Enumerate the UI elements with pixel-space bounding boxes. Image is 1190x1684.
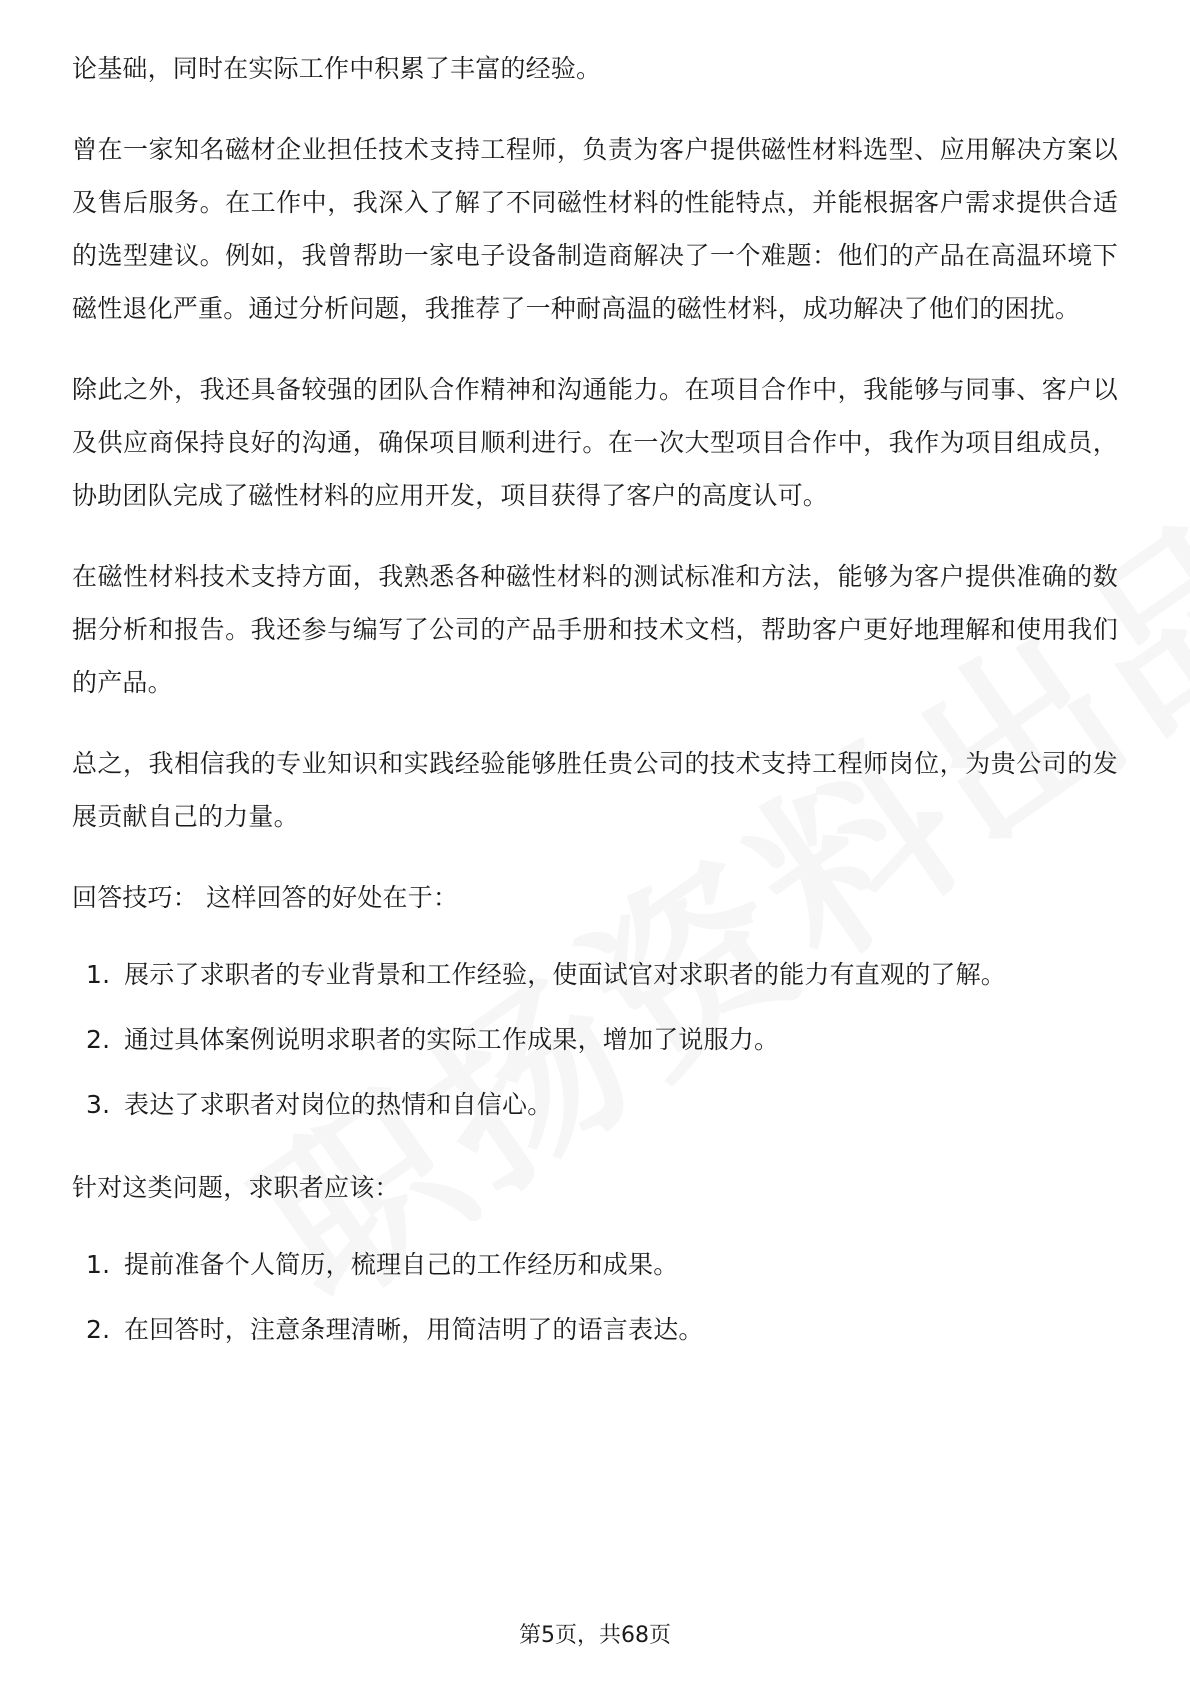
list-text: 在回答时，注意条理清晰，用简洁明了的语言表达。 — [124, 1315, 704, 1344]
document-body — [72, 42, 1118, 1386]
list-number: 3. — [86, 1090, 111, 1119]
page-footer: 第5页，共68页 — [519, 1623, 671, 1648]
paragraph: 在磁性材料技术支持方面，我熟悉各种磁性材料的测试标准和方法，能够为客户提供准确的数据分析和报告。我还参与编写了公司的产品手册和技术文档，帮助客户更好地理解和使用我们的产品。 — [72, 562, 1118, 697]
list-text: 通过具体案例说明求职者的实际工作成果，增加了说服力。 — [124, 1025, 780, 1054]
list-text: 表达了求职者对岗位的热情和自信心。 — [124, 1090, 553, 1119]
tips-list — [72, 948, 1118, 1131]
advice-list — [72, 1238, 1118, 1356]
paragraph: 除此之外，我还具备较强的团队合作精神和沟通能力。在项目合作中，我能够与同事、客户以及供应商保持良好的沟通，确保项目顺利进行。在一次大型项目合作中，我作为项目组成员，协助团队完成了磁性材料的应用开发，项目获得了客户的高度认可。 — [72, 375, 1118, 510]
paragraph: 论基础，同时在实际工作中积累了丰富的经验。 — [72, 54, 602, 83]
list-number: 2. — [86, 1315, 111, 1344]
advice-heading: 针对这类问题，求职者应该： — [72, 1173, 400, 1202]
tips-heading: 回答技巧： 这样回答的好处在于： — [72, 883, 459, 912]
list-number: 1. — [86, 960, 111, 989]
list-item — [72, 1078, 1118, 1131]
list-text: 展示了求职者的专业背景和工作经验，使面试官对求职者的能力有直观的了解。 — [124, 960, 1007, 989]
list-number: 2. — [86, 1025, 111, 1054]
list-item — [72, 1303, 1118, 1356]
paragraph: 总之，我相信我的专业知识和实践经验能够胜任贵公司的技术支持工程师岗位，为贵公司的发展贡献自己的力量。 — [72, 749, 1118, 831]
list-item — [72, 948, 1118, 1001]
list-item — [72, 1238, 1118, 1291]
list-text: 提前准备个人简历，梳理自己的工作经历和成果。 — [124, 1250, 679, 1279]
list-number: 1. — [86, 1250, 111, 1279]
paragraph: 曾在一家知名磁材企业担任技术支持工程师，负责为客户提供磁性材料选型、应用解决方案以及售后服务。在工作中，我深入了解了不同磁性材料的性能特点，并能根据客户需求提供合适的选型建议。例如，我曾帮助一家电子设备制造商解决了一个难题：他们的产品在高温环境下磁性退化严重。通过分析问题，我推荐了一种耐高温的磁性材料，成功解决了他们的困扰。 — [72, 135, 1118, 323]
list-item — [72, 1013, 1118, 1066]
